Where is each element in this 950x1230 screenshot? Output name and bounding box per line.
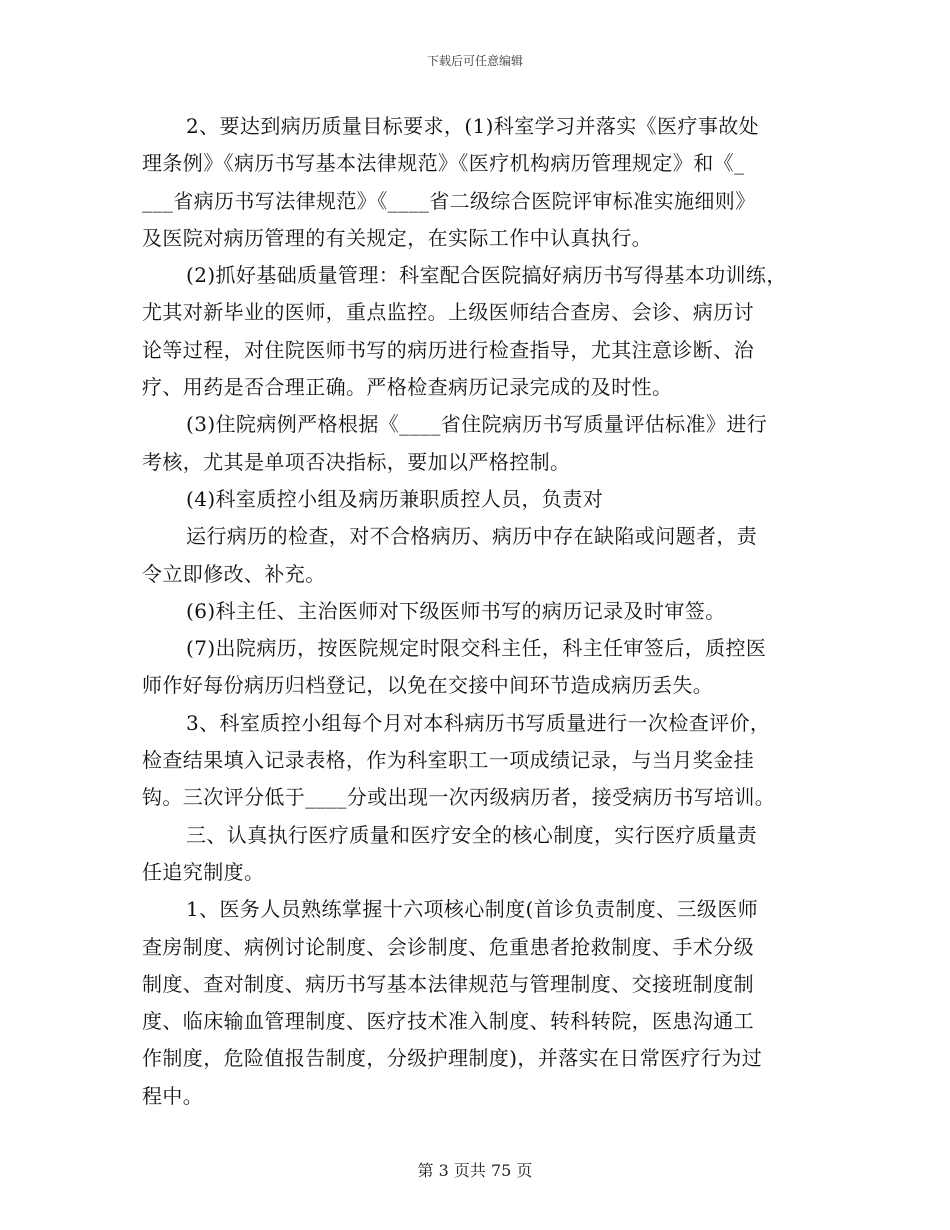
- text-line: 3、科室质控小组每个月对本科病历书写质量进行一次检查评价，: [186, 710, 771, 735]
- text-line: 制度、查对制度、病历书写基本法律规范与管理制度、交接班制度制: [142, 971, 754, 996]
- text-line: (3)住院病例严格根据《____省住院病历书写质量评估标准》进行: [186, 412, 768, 437]
- text-line: (6)科主任、主治医师对下级医师书写的病历记录及时审签。: [186, 598, 726, 623]
- text-line: 师作好每份病历归档登记，以免在交接中间环节造成病历丢失。: [142, 673, 714, 698]
- text-line: (7)出院病历，按医院规定时限交科主任，科主任审签后，质控医: [186, 636, 767, 661]
- text-line: 考核，尤其是单项否决指标，要加以严格控制。: [142, 449, 571, 474]
- text-line: 运行病历的检查，对不合格病历、病历中存在缺陷或问题者，责: [186, 524, 758, 549]
- text-line: 程中。: [142, 1083, 204, 1108]
- text-line: 1、医务人员熟练掌握十六项核心制度(首诊负责制度、三级医师: [186, 897, 759, 922]
- text-line: 检查结果填入记录表格，作为科室职工一项成绩记录，与当月奖金挂: [142, 748, 754, 773]
- text-line: 查房制度、病例讨论制度、会诊制度、危重患者抢救制度、手术分级: [142, 934, 754, 959]
- text-line: ___省病历书写法律规范》《____省二级综合医院评审标准实施细则》: [142, 188, 756, 213]
- text-line: (4)科室质控小组及病历兼职质控人员，负责对: [186, 486, 604, 511]
- text-line: 理条例》《病历书写基本法律规范》《医疗机构病历管理规定》和《_: [142, 151, 745, 176]
- text-line: 2、要达到病历质量目标要求，(1)科室学习并落实《医疗事故处: [186, 114, 760, 138]
- page-header-note: 下载后可任意编辑: [426, 54, 523, 68]
- text-line: (2)抓好基础质量管理：科室配合医院搞好病历书写得基本功训练，: [186, 263, 787, 288]
- document-body: [142, 108, 832, 1115]
- text-line: 任追究制度。: [142, 859, 265, 884]
- text-line: 疗、用药是否合理正确。严格检查病历记录完成的及时性。: [142, 375, 673, 400]
- text-line: 尤其对新毕业的医师，重点监控。上级医师结合查房、会诊、病历讨: [142, 300, 754, 325]
- text-line: 钩。三次评分低于____分或出现一次丙级病历者，接受病历书写培训。: [142, 785, 776, 810]
- text-line: 令立即修改、补充。: [142, 561, 326, 586]
- text-line: 作制度，危险值报告制度，分级护理制度)，并落实在日常医疗行为过: [142, 1046, 763, 1071]
- text-line: 及医院对病历管理的有关规定，在实际工作中认真执行。: [142, 225, 652, 250]
- text-line: 三、认真执行医疗质量和医疗安全的核心制度，实行医疗质量责: [186, 822, 758, 847]
- text-line: 度、临床输血管理制度、医疗技术准入制度、转科转院，医患沟通工: [142, 1009, 754, 1034]
- text-line: 论等过程，对住院医师书写的病历进行检查指导，尤其注意诊断、治: [142, 337, 754, 362]
- page-number: 第 3 页共 75 页: [417, 1161, 533, 1180]
